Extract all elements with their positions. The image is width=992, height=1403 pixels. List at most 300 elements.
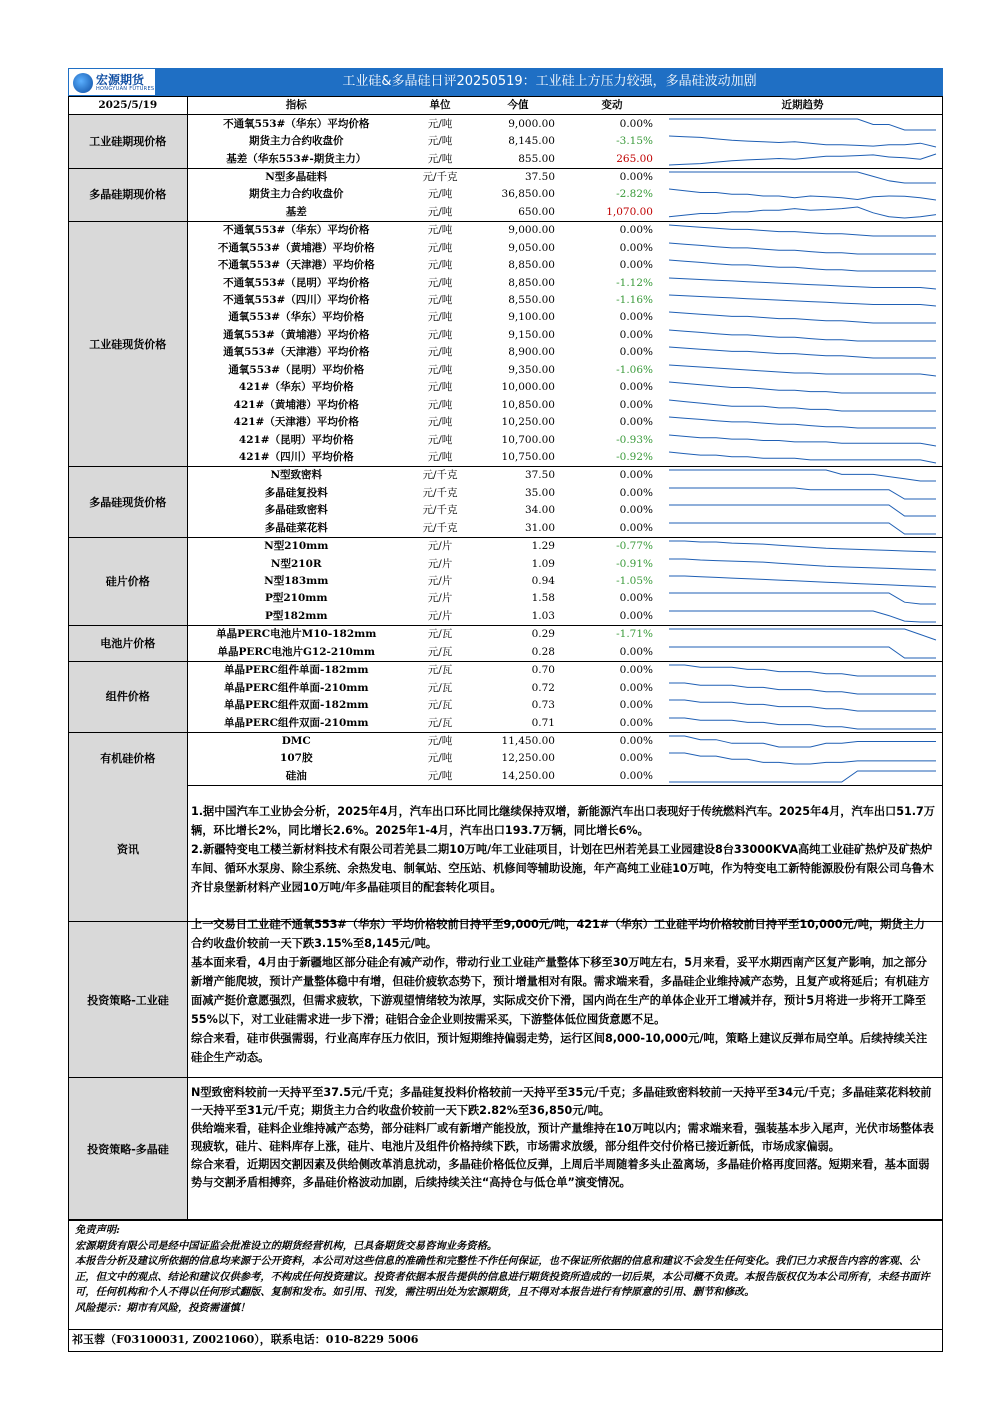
sparkline-chart [667, 573, 938, 590]
trend-sparkline [663, 186, 942, 203]
table-row [69, 327, 942, 344]
value-cell: 9,350.00 [508, 363, 555, 376]
change-cell: 0.00% [619, 609, 653, 622]
trend-sparkline [663, 115, 942, 133]
sparkline-path [669, 400, 936, 411]
sparkline-chart [667, 133, 938, 150]
value-cell: 36,850.00 [501, 188, 555, 201]
value-cell: 0.28 [531, 645, 555, 658]
sparkline-chart [667, 240, 938, 257]
trend-sparkline [663, 379, 942, 396]
category-label: 多晶硅现货价格 [69, 467, 187, 538]
indicator-name: P型210mm [264, 592, 328, 605]
table-row [69, 168, 942, 186]
indicator-name: 单晶PERC电池片M10-182mm [187, 626, 405, 644]
sparkline-chart [667, 169, 938, 186]
indicator-name: 107胶 [280, 752, 313, 765]
change-cell: 1,070.00 [606, 205, 653, 218]
unit-cell: 元/吨 [427, 398, 453, 411]
logo-name: 宏源期货 [96, 73, 145, 87]
table-row [69, 115, 942, 133]
trend-sparkline [663, 309, 942, 326]
value-cell: 34.00 [524, 504, 555, 517]
value-cell: 8,900.00 [508, 346, 555, 359]
trend-sparkline [663, 750, 942, 767]
sparkline-path [669, 225, 936, 236]
table-row [69, 520, 942, 538]
indicator-name: 不通氧553#（四川）平均价格 [223, 294, 370, 307]
value-cell: 37.50 [475, 168, 561, 186]
table-row [69, 573, 942, 590]
change-cell: 0.00% [619, 241, 653, 254]
sparkline-chart [667, 733, 938, 750]
strategy-si-body [191, 915, 936, 1077]
indicator-name: 期货主力合约收盘价 [249, 135, 344, 148]
table-row [69, 732, 942, 750]
value-cell: 0.29 [475, 626, 561, 644]
sparkline-path [669, 470, 936, 481]
table-row [69, 679, 942, 696]
table-row [69, 414, 942, 431]
change-cell: 0.00% [619, 311, 653, 324]
sparkline-chart [667, 608, 938, 625]
strategy-poly-label: 投资策略-多晶硅 [69, 1078, 188, 1219]
header-value: 今值 [475, 97, 561, 115]
sparkline-path [669, 189, 936, 200]
sparkline-path [669, 700, 936, 711]
category-label: 工业硅期现价格 [69, 115, 187, 168]
change-cell: 0.00% [561, 222, 663, 240]
value-cell: 9,100.00 [508, 311, 555, 324]
value-cell: 650.00 [518, 205, 555, 218]
table-row [69, 485, 942, 502]
unit-cell: 元/吨 [427, 381, 453, 394]
header-unit: 单位 [405, 97, 475, 115]
unit-cell: 元/吨 [427, 294, 453, 307]
news-paragraph-1: 1.据中国汽车工业协会分析，2025年4月，汽车出口环比同比继续保持双增，新能源汽车出口表现好于传统燃料汽车。2025年4月，汽车出口51.7万辆，环比增长2%，同比增长2.6%。2025年1-4月，汽车出口193.7万辆，同比增长6%。 [191, 805, 935, 837]
table-row [69, 555, 942, 572]
sparkline-path [669, 452, 936, 463]
indicator-name: N型183mm [264, 575, 329, 588]
change-cell: 0.00% [619, 381, 653, 394]
trend-sparkline [663, 590, 942, 607]
table-row [69, 449, 942, 467]
indicator-name: N型210mm [187, 537, 405, 555]
category-label: 多晶硅期现价格 [69, 168, 187, 221]
change-cell: 0.00% [619, 645, 653, 658]
sparkline-chart [667, 292, 938, 309]
table-row [69, 608, 942, 626]
table-row [69, 502, 942, 519]
indicator-name: N型多晶硅料 [187, 168, 405, 186]
unit-cell: 元/吨 [427, 769, 453, 782]
indicator-name: 421#（昆明）平均价格 [238, 433, 354, 446]
change-cell: 265.00 [616, 152, 653, 165]
value-cell: 11,450.00 [475, 732, 561, 750]
change-cell: 0.00% [619, 259, 653, 272]
change-cell: 0.00% [619, 592, 653, 605]
value-cell: 37.50 [475, 467, 561, 485]
change-cell: 0.00% [561, 732, 663, 750]
trend-sparkline [663, 502, 942, 519]
sparkline-chart [667, 715, 938, 732]
unit-cell: 元/瓦 [405, 662, 475, 680]
indicator-name: 硅油 [285, 769, 307, 782]
strategy-si-paragraph-2: 基本面来看，4月由于新疆地区部分硅企有减产动作，带动行业工业硅产量整体下移至30万吨左右，5月来看，妥平水期西南产区复产影响，加之部分新增产能爬坡，预计产量整体稳中有增，但硅价疲软态势下，预计增量相对有限。需求端来看，多晶硅企业维持减产态势，且复产或将延后；有机硅方面减产挺价意愿强烈，但需求疲软，下游观望情绪较为浓厚，实际成交价下滑，国内尚在生产的单体企业开工增减并存，预计5月将进一步将开工降至55%以下，对工业硅需求进一步下滑；硅铝合金企业则按需采买，下游整体低位囤货意愿不足。 [191, 956, 930, 1026]
strategy-poly-paragraph-1: N型致密料较前一天持平至37.5元/千克；多晶硅复投料价格较前一天持平至35元/千克；多晶硅致密料较前一天持平至34元/千克；多晶硅菜花料较前一天持平至31元/千克；期货主力合约收盘价较前一天下跌2.82%至36,850元/吨。 [191, 1086, 932, 1117]
change-cell: 0.00% [561, 115, 663, 133]
value-cell: 35.00 [524, 486, 555, 499]
change-cell: 0.00% [619, 769, 653, 782]
sparkline-path [669, 243, 936, 254]
sparkline-path [669, 172, 936, 183]
indicator-name: 不通氧553#（华东）平均价格 [187, 222, 405, 240]
indicator-name: 不通氧553#（昆明）平均价格 [223, 276, 370, 289]
sparkline-path [669, 523, 936, 534]
value-cell: 8,145.00 [508, 135, 555, 148]
trend-sparkline [663, 292, 942, 309]
trend-sparkline [663, 626, 942, 644]
indicator-name: 通氧553#（昆明）平均价格 [228, 363, 365, 376]
analyst-contact: 祁玉蓉（F03100031, Z0021060），联系电话：010-8229 5006 [68, 1330, 943, 1352]
sparkline-path [669, 753, 936, 764]
change-cell: 0.00% [619, 398, 653, 411]
sparkline-chart [667, 538, 938, 555]
unit-cell: 元/瓦 [405, 626, 475, 644]
strategy-si-label: 投资策略-工业硅 [69, 922, 188, 1077]
unit-cell: 元/片 [405, 537, 475, 555]
value-cell: 9,000.00 [475, 222, 561, 240]
sparkline-path [669, 629, 936, 640]
indicator-name: DMC [187, 732, 405, 750]
table-row [69, 344, 942, 361]
unit-cell: 元/吨 [405, 222, 475, 240]
sparkline-chart [667, 414, 938, 431]
trend-sparkline [663, 362, 942, 379]
indicator-name: 421#（四川）平均价格 [238, 450, 354, 463]
change-cell: 0.00% [561, 467, 663, 485]
unit-cell: 元/吨 [427, 259, 453, 272]
table-row [69, 590, 942, 607]
change-cell: -3.15% [616, 135, 653, 148]
strategy-poly-paragraph-3: 综合来看，近期因交割因素及供给侧改革消息扰动，多晶硅价格低位反弹，上周后半周随着多头止盈离场，多晶硅价格再度回落。短期来看，基本面弱势与交割矛盾相搏弈，多晶硅价格波动加剧，后续持续关注“高持仓与低仓单”演变情况。 [191, 1158, 930, 1189]
strategy-poly-body [191, 1084, 936, 1219]
unit-cell: 元/吨 [427, 328, 453, 341]
value-cell: 14,250.00 [501, 769, 555, 782]
sparkline-chart [667, 520, 938, 537]
sparkline-path [669, 417, 936, 428]
unit-cell: 元/片 [427, 609, 453, 622]
indicator-name: 基差 [285, 205, 307, 218]
news-label: 资讯 [69, 776, 188, 921]
sparkline-chart [667, 644, 938, 661]
sparkline-path [669, 488, 936, 499]
value-cell: 0.73 [531, 699, 555, 712]
indicator-name: 单晶PERC电池片G12-210mm [217, 645, 376, 658]
sparkline-path [669, 593, 936, 604]
indicator-name: 单晶PERC组件双面-182mm [224, 699, 369, 712]
change-cell: 0.00% [619, 716, 653, 729]
value-cell: 8,850.00 [508, 259, 555, 272]
indicator-name: 421#（天津港）平均价格 [233, 416, 359, 429]
value-cell: 0.94 [531, 575, 555, 588]
change-cell: 0.00% [619, 752, 653, 765]
indicator-name: 不通氧553#（华东）平均价格 [187, 115, 405, 133]
strategy-si-paragraph-3: 综合来看，硅市供强需弱，行业高库存压力依旧，预计短期维持偏弱走势，运行区间8,000-10,000元/吨，策略上建议反弹布局空单。后续持续关注硅企生产动态。 [191, 1032, 928, 1064]
sparkline-chart [667, 556, 938, 573]
report-date: 2025/5/19 [69, 97, 187, 115]
trend-sparkline [663, 222, 942, 240]
unit-cell: 元/吨 [427, 752, 453, 765]
sparkline-path [669, 611, 936, 622]
trend-sparkline [663, 204, 942, 222]
table-header-row [69, 97, 942, 115]
disclaimer-license: 宏源期货有限公司是经中国证监会批准设立的期货经营机构，已具备期货交易咨询业务资格。 [75, 1239, 498, 1252]
unit-cell: 元/吨 [427, 188, 453, 201]
change-cell: -1.06% [616, 363, 653, 376]
table-row [69, 186, 942, 203]
sparkline-path [669, 665, 936, 676]
trend-sparkline [663, 274, 942, 291]
sparkline-path [669, 736, 936, 747]
sparkline-path [669, 312, 936, 323]
change-cell: -1.71% [561, 626, 663, 644]
change-cell: -1.05% [616, 575, 653, 588]
table-row [69, 750, 942, 767]
sparkline-chart [667, 449, 938, 466]
indicator-name: 通氧553#（天津港）平均价格 [223, 346, 370, 359]
change-cell: 0.00% [561, 662, 663, 680]
sparkline-chart [667, 204, 938, 221]
sparkline-path [669, 382, 936, 393]
unit-cell: 元/片 [427, 592, 453, 605]
trend-sparkline [663, 431, 942, 448]
table-row [69, 309, 942, 326]
sparkline-chart [667, 344, 938, 361]
table-row [69, 662, 942, 680]
change-cell: 0.00% [619, 416, 653, 429]
value-cell: 1.58 [531, 592, 555, 605]
sparkline-path [669, 330, 936, 341]
header-trend: 近期趋势 [663, 97, 942, 115]
sparkline-path [669, 347, 936, 358]
news-paragraph-2: 2.新疆特变电工楼兰新材料技术有限公司若羌县二期10万吨/年工业硅项目，计划在巴州若羌县工业园建设8台33000KVA高纯工业硅矿热炉及矿热炉车间、循环水泵房、除尘系统、余热发电、制氧站、空压站、机修间等辅助设施，年产高纯工业硅10万吨，作为特变电工新特能源股份有限公司乌鲁木齐甘泉堡新材料产业园10万吨/年多晶硅项目的配套转化项目。 [191, 843, 934, 894]
sparkline-chart [667, 697, 938, 714]
change-cell: -0.93% [616, 433, 653, 446]
trend-sparkline [663, 396, 942, 413]
sparkline-chart [667, 397, 938, 414]
change-cell: -0.92% [616, 450, 653, 463]
value-cell: 9,000.00 [475, 115, 561, 133]
change-cell: 0.00% [561, 168, 663, 186]
unit-cell: 元/吨 [427, 416, 453, 429]
value-cell: 855.00 [518, 152, 555, 165]
sparkline-path [669, 136, 936, 147]
unit-cell: 元/千克 [405, 168, 475, 186]
strategy-poly-section [68, 1078, 943, 1220]
sparkline-chart [667, 362, 938, 379]
trend-sparkline [663, 662, 942, 680]
value-cell: 9,150.00 [508, 328, 555, 341]
table-row [69, 274, 942, 291]
unit-cell: 元/瓦 [427, 645, 453, 658]
sparkline-chart [667, 186, 938, 203]
trend-sparkline [663, 133, 942, 150]
indicator-name: N型致密料 [187, 467, 405, 485]
sparkline-chart [667, 626, 938, 643]
sparkline-chart [667, 379, 938, 396]
unit-cell: 元/吨 [405, 732, 475, 750]
indicator-name: 单晶PERC组件单面-210mm [224, 681, 369, 694]
value-cell: 31.00 [524, 521, 555, 534]
sparkline-chart [667, 116, 938, 133]
trend-sparkline [663, 573, 942, 590]
unit-cell: 元/吨 [427, 346, 453, 359]
value-cell: 1.09 [531, 557, 555, 570]
change-cell: -0.91% [616, 557, 653, 570]
table-row [69, 714, 942, 732]
change-cell: 0.00% [619, 699, 653, 712]
value-cell: 10,000.00 [501, 381, 555, 394]
sparkline-path [669, 683, 936, 694]
value-cell: 0.70 [475, 662, 561, 680]
sparkline-path [669, 154, 936, 165]
change-cell: -2.82% [616, 188, 653, 201]
indicator-name: 多晶硅复投料 [264, 486, 328, 499]
indicator-name: 基差（华东553#-期货主力） [226, 152, 367, 165]
trend-sparkline [663, 732, 942, 750]
price-table [68, 96, 943, 786]
value-cell: 9,050.00 [508, 241, 555, 254]
table-row [69, 150, 942, 168]
indicator-name: 期货主力合约收盘价 [249, 188, 344, 201]
trend-sparkline [663, 467, 942, 485]
sparkline-path [669, 505, 936, 516]
value-cell: 8,550.00 [508, 294, 555, 307]
value-cell: 10,700.00 [501, 433, 555, 446]
category-label: 有机硅价格 [69, 732, 187, 785]
value-cell: 8,850.00 [508, 276, 555, 289]
header-indicator: 指标 [187, 97, 405, 115]
change-cell: 0.00% [619, 486, 653, 499]
sparkline-path [669, 647, 936, 658]
indicator-name: 单晶PERC组件双面-210mm [224, 716, 369, 729]
sparkline-path [669, 559, 936, 570]
category-label: 组件价格 [69, 662, 187, 733]
indicator-name: 多晶硅菜花料 [264, 521, 328, 534]
unit-cell: 元/千克 [422, 521, 458, 534]
unit-cell: 元/吨 [427, 135, 453, 148]
value-cell: 10,250.00 [501, 416, 555, 429]
change-cell: -1.16% [616, 294, 653, 307]
table-row [69, 644, 942, 662]
table-row [69, 133, 942, 150]
table-row [69, 467, 942, 485]
trend-sparkline [663, 714, 942, 732]
table-row [69, 204, 942, 222]
indicator-name: 不通氧553#（黄埔港）平均价格 [217, 241, 375, 254]
strategy-poly-paragraph-2: 供给端来看，硅料企业维持减产态势，部分硅料厂或有新增产能投放，预计产量维持在10万吨以内；需求端来看，强装基本步入尾声，光伏市场整体表现疲软，硅片、硅料库存上涨，硅片、电池片及组件价格持续下跌，市场需求放缓，部分组件交付价格已接近新低，市场成家偏弱。 [191, 1122, 934, 1153]
value-cell: 10,850.00 [501, 398, 555, 411]
change-cell: 0.00% [619, 328, 653, 341]
unit-cell: 元/瓦 [427, 681, 453, 694]
category-label: 工业硅现货价格 [69, 222, 187, 467]
table-row [69, 379, 942, 396]
disclaimer-heading: 免责声明: [75, 1224, 120, 1236]
trend-sparkline [663, 344, 942, 361]
unit-cell: 元/千克 [422, 504, 458, 517]
table-row [69, 431, 942, 448]
logo-mark-icon [73, 73, 93, 93]
sparkline-chart [667, 502, 938, 519]
sparkline-path [669, 295, 936, 306]
sparkline-chart [667, 662, 938, 679]
header-change: 变动 [561, 97, 663, 115]
strategy-si-section [68, 918, 943, 1078]
sparkline-path [669, 119, 936, 130]
unit-cell: 元/吨 [405, 115, 475, 133]
unit-cell: 元/千克 [405, 467, 475, 485]
sparkline-chart [667, 750, 938, 767]
risk-warning: 风险提示：期市有风险，投资需谨慎！ [75, 1301, 251, 1314]
sparkline-chart [667, 222, 938, 239]
sparkline-path [669, 718, 936, 729]
trend-sparkline [663, 697, 942, 714]
unit-cell: 元/吨 [427, 363, 453, 376]
logo-subtitle: HONGYUAN FUTURES [96, 86, 155, 92]
news-body [191, 802, 936, 921]
trend-sparkline [663, 555, 942, 572]
category-label: 硅片价格 [69, 537, 187, 625]
trend-sparkline [663, 414, 942, 431]
disclaimer-body: 本报告分析及建议所依据的信息均来源于公开资料，本公司对这些信息的准确性和完整性不作任何保证，也不保证所依据的信息和建议不会发生任何变化。我们已力求报告内容的客观、公正，但文中的观点、结论和建议仅供参考，不构成任何投资建议。投资者依据本报告提供的信息进行期货投资所造成的一切后果，本公司概不负责。本报告版权仅为本公司所有，未经书面许可，任何机构和个人不得以任何形式翻版、复制和发布。如引用、刊发，需注明出处为宏源期货，且不得对本报告进行有悖原意的引用、删节和修改。 [75, 1255, 930, 1298]
table-row [69, 362, 942, 379]
indicator-name: 单晶PERC组件单面-182mm [187, 662, 405, 680]
sparkline-chart [667, 467, 938, 484]
unit-cell: 元/吨 [427, 152, 453, 165]
sparkline-chart [667, 485, 938, 502]
table-row [69, 240, 942, 257]
news-section [68, 776, 943, 922]
sparkline-path [669, 207, 936, 218]
unit-cell: 元/片 [427, 557, 453, 570]
trend-sparkline [663, 327, 942, 344]
trend-sparkline [663, 240, 942, 257]
change-cell: 0.00% [619, 346, 653, 359]
trend-sparkline [663, 520, 942, 538]
unit-cell: 元/吨 [427, 450, 453, 463]
table-row [69, 396, 942, 413]
company-logo [68, 68, 156, 96]
indicator-name: N型210R [270, 557, 322, 570]
change-cell: 0.00% [619, 504, 653, 517]
indicator-name: 多晶硅致密料 [264, 504, 328, 517]
indicator-name: 通氧553#（华东）平均价格 [228, 311, 365, 324]
sparkline-chart [667, 590, 938, 607]
unit-cell: 元/吨 [427, 433, 453, 446]
value-cell: 0.71 [531, 716, 555, 729]
report-header [68, 68, 943, 96]
trend-sparkline [663, 449, 942, 467]
sparkline-chart [667, 309, 938, 326]
sparkline-path [669, 541, 936, 552]
category-label: 电池片价格 [69, 626, 187, 662]
trend-sparkline [663, 679, 942, 696]
table-row [69, 626, 942, 644]
table-row [69, 222, 942, 240]
report-title: 工业硅&多晶硅日评20250519：工业硅上方压力较强，多晶硅波动加剧 [342, 74, 757, 89]
trend-sparkline [663, 485, 942, 502]
